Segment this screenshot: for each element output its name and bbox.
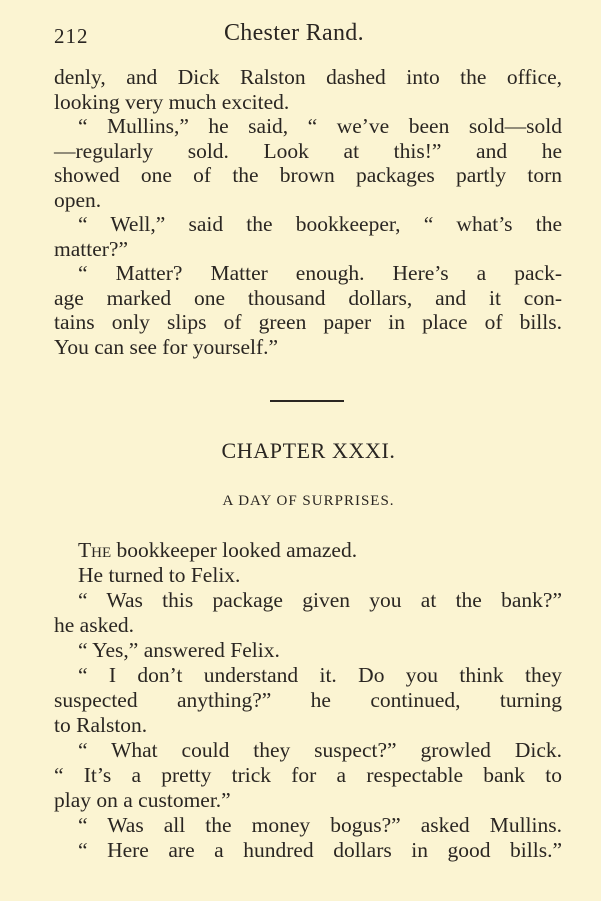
chapter-subtitle: A DAY OF SURPRISES.: [222, 493, 395, 509]
text-line: [54, 538, 562, 563]
text-line: —regularly sold. Look at this!” and he: [54, 138, 562, 163]
page-number: 212: [54, 24, 89, 48]
text-line: “ It’s a pretty trick for a respectable bank to: [54, 763, 562, 787]
text-line: he asked.: [54, 613, 134, 637]
chapter-text: [54, 538, 562, 863]
text-line: looking very much excited.: [54, 89, 290, 114]
text-line: open.: [54, 187, 102, 212]
text-line: “ Mullins,” he said, “ we’ve been sold—sold: [78, 114, 562, 138]
text-line: suspected anything?” he continued, turning: [54, 688, 562, 712]
section-divider: [270, 400, 344, 402]
text-line: “ Was this package given you at the bank?”: [78, 588, 562, 612]
text-line: He turned to Felix.: [78, 563, 241, 587]
text-line: You can see for yourself.”: [54, 334, 279, 359]
text-line: denly, and Dick Ralston dashed into the office,: [54, 65, 562, 89]
chapter-heading: CHAPTER XXXI.: [221, 438, 396, 463]
text-line: “ Well,” said the bookkeeper, “ what’s the: [78, 212, 562, 236]
text-line: to Ralston.: [54, 713, 148, 737]
opening-line-text: bookkeeper looked amazed.: [111, 538, 358, 562]
text-line: play on a customer.”: [54, 788, 231, 812]
text-line: matter?”: [54, 236, 129, 261]
text-line: “ Here are a hundred dollars in good bills.”: [78, 838, 562, 862]
opening-word: The: [78, 538, 112, 562]
running-title: Chester Rand.: [224, 20, 364, 46]
text-line: “ Matter? Matter enough. Here’s a pack-: [78, 261, 562, 285]
text-line: tains only slips of green paper in place of bills.: [54, 310, 562, 334]
text-line: “ Was all the money bogus?” asked Mullins.: [78, 813, 562, 837]
text-line: age marked one thousand dollars, and it con-: [54, 285, 562, 310]
text-line: “ I don’t understand it. Do you think they: [78, 663, 562, 687]
chapter-end-text: [54, 65, 562, 359]
text-line: “ What could they suspect?” growled Dick.: [78, 738, 562, 762]
text-line: showed one of the brown packages partly torn: [54, 163, 562, 187]
text-line: “ Yes,” answered Felix.: [78, 638, 280, 662]
page-header: [54, 18, 564, 52]
